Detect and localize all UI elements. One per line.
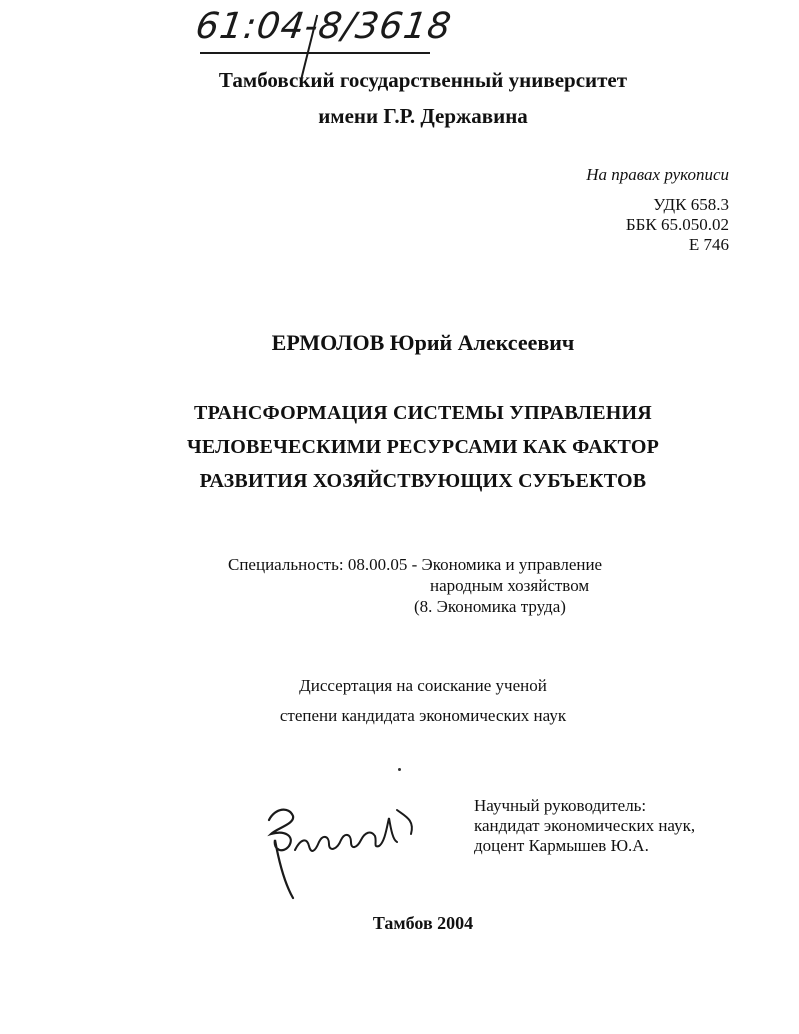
supervisor-name: доцент Кармышев Ю.А. <box>474 836 649 855</box>
bbk-code: ББК 65.050.02 <box>625 215 729 234</box>
author-index: Е 746 <box>688 235 729 254</box>
archive-code: 61:04-8/3618 <box>193 6 455 47</box>
university-namesake: имени Г.Р. Державина <box>318 104 528 128</box>
specialty-line-2: народным хозяйством <box>430 576 590 595</box>
supervisor-degree: кандидат экономических наук, <box>474 816 696 835</box>
city-year: Тамбов 2004 <box>372 913 474 933</box>
author-name: ЕРМОЛОВ Юрий Алексеевич <box>271 330 575 355</box>
manuscript-rights: На правах рукописи <box>586 165 729 184</box>
dissertation-line-2: степени кандидата экономических наук <box>279 706 567 725</box>
thesis-title-line-2: ЧЕЛОВЕЧЕСКИМИ РЕСУРСАМИ КАК ФАКТОР <box>186 436 659 458</box>
archive-code-underline <box>200 52 430 54</box>
stray-dot <box>398 768 401 771</box>
dissertation-line-1: Диссертация на соискание ученой <box>299 676 547 695</box>
udk-code: УДК 658.3 <box>653 195 729 214</box>
specialty-line-1: Специальность: 08.00.05 - Экономика и управление <box>228 555 603 574</box>
thesis-title-line-3: РАЗВИТИЯ ХОЗЯЙСТВУЮЩИХ СУБЪЕКТОВ <box>199 470 647 492</box>
thesis-title-line-1: ТРАНСФОРМАЦИЯ СИСТЕМЫ УПРАВЛЕНИЯ <box>194 402 652 424</box>
author-signature <box>255 790 425 905</box>
supervisor-label: Научный руководитель: <box>474 796 647 815</box>
specialty-line-3: (8. Экономика труда) <box>414 597 566 616</box>
university-name: Тамбовский государственный университет <box>218 68 628 92</box>
